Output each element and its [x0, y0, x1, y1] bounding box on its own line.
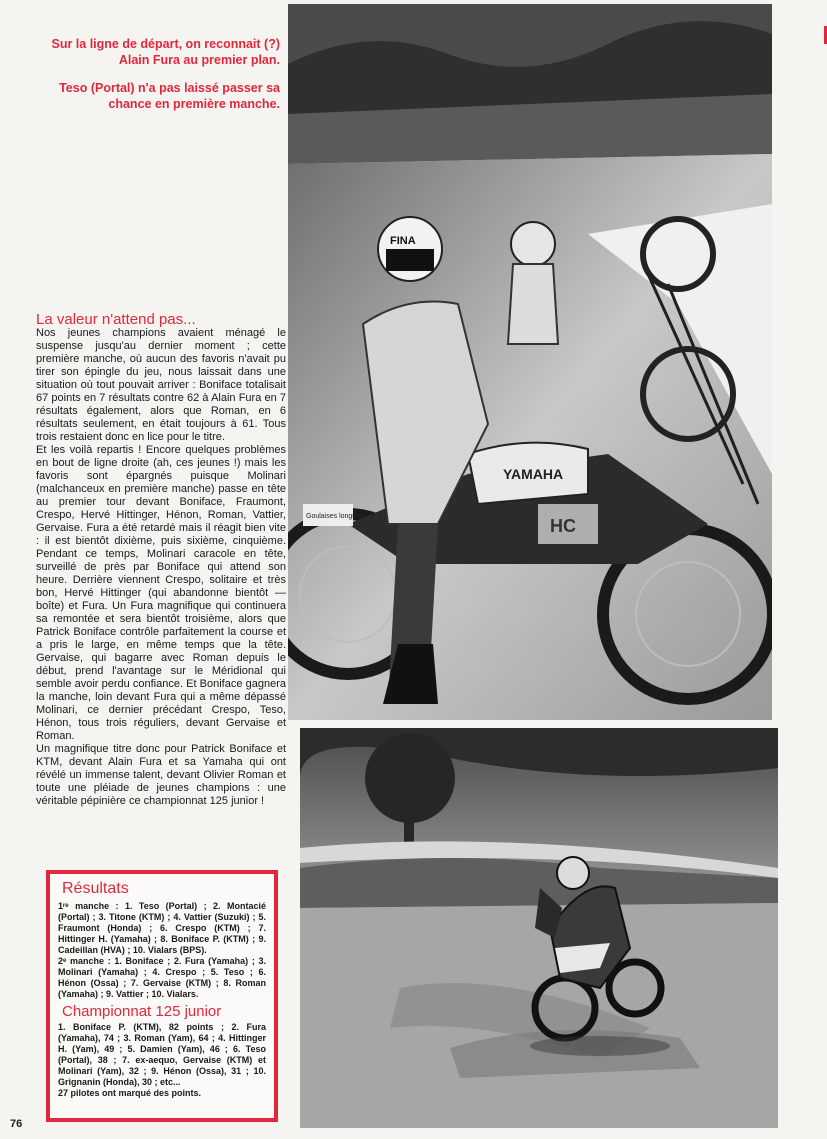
championship-standings: 1. Boniface P. (KTM), 82 points ; 2. Fura (Yamaha), 74 ; 3. Roman (Yam), 64 ; 4. Hittinger H. (Yam), 49 ; 5. Damien (Yam), 46 ; 6. Teso (Portal), 38 ; 7. ex-aequo, Gervaise (KTM) et Molinari (Yam), 32 ; 9. Hénon (Ossa), 31 ; 10. Grignanin (Honda), 30 ; etc...	[58, 1022, 266, 1087]
photo-rider-on-track	[300, 728, 778, 1128]
article-paragraph: Et les voilà repartis ! Encore quelques problèmes en bout de ligne droite (ah, ces jeunes !) mais les favoris sont épargnés puisque Molinari (malchanceux en première manche) passe en tête au premier tour devant Boniface, Fraumont, Crespo, Hervé Hittinger, Hénon, Roman, Vattier, Gervaise. Fura a été retardé mais il réagit bien vite : il est bientôt dixième, puis sixième, cinquième. Pendant ce temps, Molinari caracole en tête, surveillé de près par Boniface qui attend son heure. Derrière viennent Crespo, solitaire et très bon, Hervé Hittinger (qui abandonne bientôt — boîte) et Fura. Un Fura magnifique qui continuera sa remontée et sera bientôt troisième, alors que Patrick Boniface contrôle parfaitement la course et a pris le large, en même temps que la tête. Gervaise, qui bagarre avec Roman depuis le début, prend l'avantage sur le Méridional qui semble avoir perdu confiance. Et Boniface gagnera la manche, loin devant Fura qui a même dépassé Molinari, ce dernier précédant Crespo, Teso, Hénon, tous trois réguliers, devant Gervaise et Roman.	[36, 444, 286, 742]
results-manche-1: 1ʳᵉ manche : 1. Teso (Portal) ; 2. Montacié (Portal) ; 3. Titone (KTM) ; 4. Vattier (Suzuki) ; 5. Fraumont (Honda) ; 6. Crespo (KTM) ; 7. Hittinger H. (Yamaha) ; 8. Boniface P. (KTM) ; 9. Cadeillan (HVA) ; 10. Vialars (BPS).	[58, 901, 266, 955]
article-paragraph: Nos jeunes champions avaient ménagé le suspense jusqu'au dernier moment ; cette première manche, où aucun des favoris n'avait pu tirer son épingle du jeu, nous laissait dans une situation où tout pouvait arriver : Boniface totalisait 67 points en 7 résultats contre 62 à Alain Fura en 7 résultats également, alors que Roman, en 6 résultats seulement, en était toujours à 61. Tous trois restaient donc en lice pour le titre.	[36, 327, 286, 443]
article-paragraph: Un magnifique titre donc pour Patrick Boniface et KTM, devant Alain Fura et sa Yamaha qui ont révélé un immense talent, devant Olivier Roman et toute une pléiade de jeunes champions : une véritable pépinière ce championnat 125 junior !	[36, 743, 286, 807]
article-heading: La valeur n'attend pas...	[36, 311, 196, 328]
caption-top-photo: Sur la ligne de départ, on reconnait (?) Alain Fura au premier plan.	[51, 37, 280, 67]
article-body	[36, 327, 286, 808]
photo-captions	[28, 36, 280, 124]
watermark-text: HC	[550, 516, 576, 536]
page-number: 76	[10, 1118, 23, 1130]
rider-illustration	[300, 728, 778, 1128]
results-box	[46, 870, 278, 1122]
starting-line-illustration	[288, 4, 772, 720]
results-manche-2: 2ᵉ manche : 1. Boniface ; 2. Fura (Yamaha) ; 3. Molinari (Yamaha) ; 4. Crespo ; 5. Teso ; 6. Hénon (Ossa) ; 7. Gervaise (KTM) ; 8. Roman (Yamaha) ; 9. Vattier ; 10. Vialars.	[58, 956, 266, 999]
results-footer: 27 pilotes ont marqué des points.	[58, 1088, 202, 1098]
plate-text: Goulaises longues	[306, 513, 364, 520]
championship-title: Championnat 125 junior	[62, 1003, 222, 1020]
photo-starting-line	[288, 4, 772, 720]
helmet-text: FINA	[390, 235, 416, 247]
caption-bottom-photo: Teso (Portal) n'a pas laissé passer sa chance en première manche.	[59, 81, 280, 111]
results-title: Résultats	[62, 880, 129, 897]
tank-brand-text: YAMAHA	[503, 466, 564, 482]
